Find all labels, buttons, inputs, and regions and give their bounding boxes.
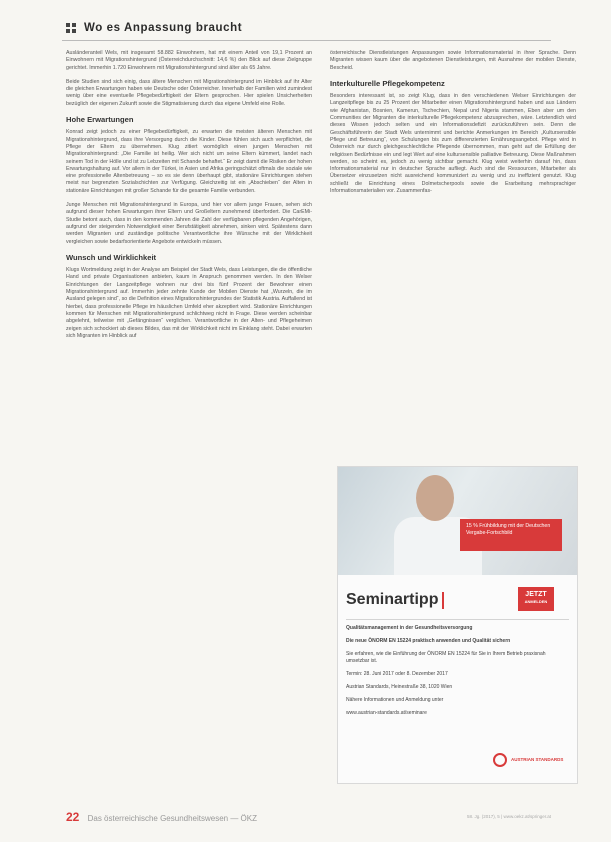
seminar-advertisement[interactable] — [337, 466, 578, 784]
ad-line: Austrian Standards, Heinestraße 38, 1020 Wien — [346, 684, 453, 690]
paragraph: Ausländeranteil Wels, mit insgesamt 58.882 Einwohnern, hat mit einem Anteil von 19,1 Prozent an Einwohnern mit Migrationshintergrund (Österreichdurchschnitt: 14,6 %) den Blick auf diese Zielgruppe gerichtet. Immerhin 1.720 Einwohnern mit Migrationshintergrund sind älter als 65 Jahre. — [66, 50, 312, 71]
paragraph: österreichische Dienstleistungen Anpassungen sowie Informationsmaterial in ihrer Sprache. Denn Migranten wissen kaum über die angebotenen Dienstleistungen, mit Ausnahme der mobilen Dienste, Bescheid. — [330, 50, 576, 71]
right-column — [330, 50, 576, 202]
paragraph: Konrad zeigt jedoch zu einer Pflegebedürftigkeit, zu erwarten die meisten älteren Menschen mit Migrationshintergrund, dass ihre Versorgung durch die Kinder. Diese fühlen sich auch verpflichtet, die Pflege der Eltern zu übernehmen. Klug zitiert womöglich einen jungen Menschen mit Migrationshintergrund: „Die Familie ist heilig. Wer sich nicht um seine Eltern kümmert, landet nach seinem Tod in der Hölle und ist zu Lebzeiten mit Schande behaftet.“ Er zeigt damit die Risiken der hohen Erwartungshaltung auf. Vor allem in der Türkei, in Asien und Afrika geringschätzt oftmals die soziale wie eine professionelle Altenbetreuung – so es sie denn überhaupt gibt, stationäre Einrichtungen stehen meist nur begrenzten Sozialschichten zur Verfügung. Gleichzeitig ist ein „Abschieben“ der Alten in stationäre Einrichtungen mit großer Schande für die gesamte Familie verbunden. — [66, 129, 312, 194]
ad-link[interactable]: www.austrian-standards.at/seminare — [346, 710, 427, 716]
publication-name: Das österreichische Gesundheitswesen — ÖKZ — [87, 814, 257, 823]
subheading: Interkulturelle Pflegekompetenz — [330, 78, 445, 88]
header-divider — [62, 40, 551, 41]
register-now-button[interactable] — [518, 587, 554, 611]
page-footer — [66, 810, 551, 824]
ad-line: Nähere Informationen und Anmeldung unter — [346, 697, 444, 703]
paragraph: Junge Menschen mit Migrationshintergrund in Europa, und hier vor allem junge Frauen, sehen sich aufgrund dieser hohen Erwartungen ihrer Eltern und Großeltern zunehmend überfordert. Die CarEMi-Studie betont auch, dass in den kommenden Jahren die Zahl der verfügbaren pflegenden Angehörigen, aufgrund der steigenden Notwendigkeit einer Berufstätigkeit abnehmen, sinken wird. Spätestens dann werden Migranten und zuständige politische Verantwortliche ihre Wünsche mit der Wirklichkeit vergleichen sowie bedarfsorientierte Angebote entwickeln müssen. — [66, 202, 312, 245]
austrian-standards-logo — [493, 753, 563, 767]
ad-line: Termin: 28. Juni 2017 oder 8. Dezember 2017 — [346, 671, 448, 677]
discount-badge: 15 % Frühbildung mit der Deutschen Vergabe-Fortschbild — [460, 519, 562, 551]
left-column — [66, 50, 312, 347]
register-now-sub: ANMELDEN — [524, 599, 548, 604]
subheading: Hohe Erwartungen — [66, 115, 134, 125]
section-title: Wo es Anpassung braucht — [84, 22, 243, 34]
paragraph: Klugs Wortmeldung zeigt in der Analyse am Beispiel der Stadt Wels, dass Leistungen, die die öffentliche Hand und private Organisationen anbieten, kaum in Anspruch genommen werden. In den Welser Einrichtungen der Langzeitpflege wohnen nur drei bis fünf Prozent der Bewohner einen Migrationshintergrund auf. Immerhin jeder zehnte Kunde der Mobilen Dienste hat „Wurzeln, die im Ausland gelegen sind“, so die Definition eines Migrationshintergrundes der Statistik Austria. Auffallend ist hierbei, dass professionelle Pflege im häuslichen Umfeld eher akzeptiert wird. Stationäre Einrichtungen kommen für Menschen mit Migrationshintergrund schlichtweg nicht in Frage. Diese werden scheinbar abgelehnt, teilweise mit „Gefängnissen“ verglichen. Verantwortliche in der Alten- und Pflegeheimen zeigen sich schockiert ab dieses Bildes, das mit der Wirklichkeit nicht im Einklang steht. Dabei erwarten sich Migranten im Hinblick auf — [66, 267, 312, 339]
ad-line: Sie erfahren, wie die Einführung der ÖNORM EN 15224 für Sie in Ihrem Betrieb praxisnah umsetzbar ist. — [346, 651, 546, 664]
paragraph: Besonders interessant ist, so zeigt Klug, dass in den verschiedenen Welser Einrichtungen der Langzeitpflege bis zu 25 Prozent der Mitarbeiter einen Migrationshintergrund haben und aus Ländern wie Afghanistan, Bosnien, Kamerun, Tschechien, Nepal und Nigeria stammen, Eben aber um den Communities der Migranten die interkulturelle Pflegekompetenz abzusprechen, wäre. Letztendlich wird dieses Wissen jedoch selten und ein Informationsdefizit zurückzuführen sein. Denn die Geschäftsführerin der Stadt Wels unternimmt und berichte Anmerkungen im Bereich „Kultursensible Pflege und Betreuung“, von Schulungen bis zum differenzierten Ernährungsangebot. Pflege wird in Österreich nur durch gleichgeschlechtliche Pflegende übernommen, man geht auf die Erfüllung der religiösen Bedürfnisse ein und legt Wert auf eine kultursensible palliative Betreuung. Diese Maßnahmen werden, so scheint es, jedoch zu wenig sichtbar gemacht. Klug weist weiterhin darauf hin, dass Informationsmaterial nur in deutscher Sprache aufliegt. Auch sind die Ressourcen, Mitarbeiter als Übersetzer einzusetzen nicht ausreichend kommuniziert zu wenig und zu ineffizient genutzt. Klug schließt die Einrichtung eines Dolmetscherpools sowie die Erarbeitung mehrsprachiger Informationsmaterialien vor. Zusammenfas- — [330, 93, 576, 195]
ad-line: Die neue ÖNORM EN 15224 praktisch anwenden und Qualität sichern — [346, 638, 511, 644]
ad-divider — [346, 619, 569, 620]
ad-line: Qualitätsmanagement in der Gesundheitsversorgung — [346, 625, 473, 631]
ad-body — [346, 625, 561, 723]
doctor-head — [416, 475, 454, 521]
logo-text: AUSTRIAN STANDARDS — [511, 757, 564, 763]
page-number: 22 — [66, 810, 80, 824]
subheading: Wunsch und Wirklichkeit — [66, 252, 157, 262]
grid-bullet-icon — [66, 23, 76, 33]
ad-title: Seminartipp — [346, 591, 439, 608]
doctor-photo — [338, 467, 577, 575]
section-header — [66, 22, 242, 34]
logo-circle-icon — [493, 753, 507, 767]
paragraph: Beide Studien sind sich einig, dass ältere Menschen mit Migrationshintergrund im Hinblick auf ihr Alter die gleichen Erwartungen haben wie Deutsche oder Österreicher. Innerhalb der Familien wird zumindest wenig über eine eventuelle Pflegebedürftigkeit der Eltern gesprochen. Hier spielen Unsicherheiten bezüglich der eigenen Zukunft sowie die Stigmatisierung durch das eigene Umfeld eine Rolle. — [66, 78, 312, 107]
footer-info: 58. Jg. (2017), 5 | www.oekz.at/springer.at — [467, 814, 551, 819]
register-now-label: JETZT — [525, 591, 547, 598]
